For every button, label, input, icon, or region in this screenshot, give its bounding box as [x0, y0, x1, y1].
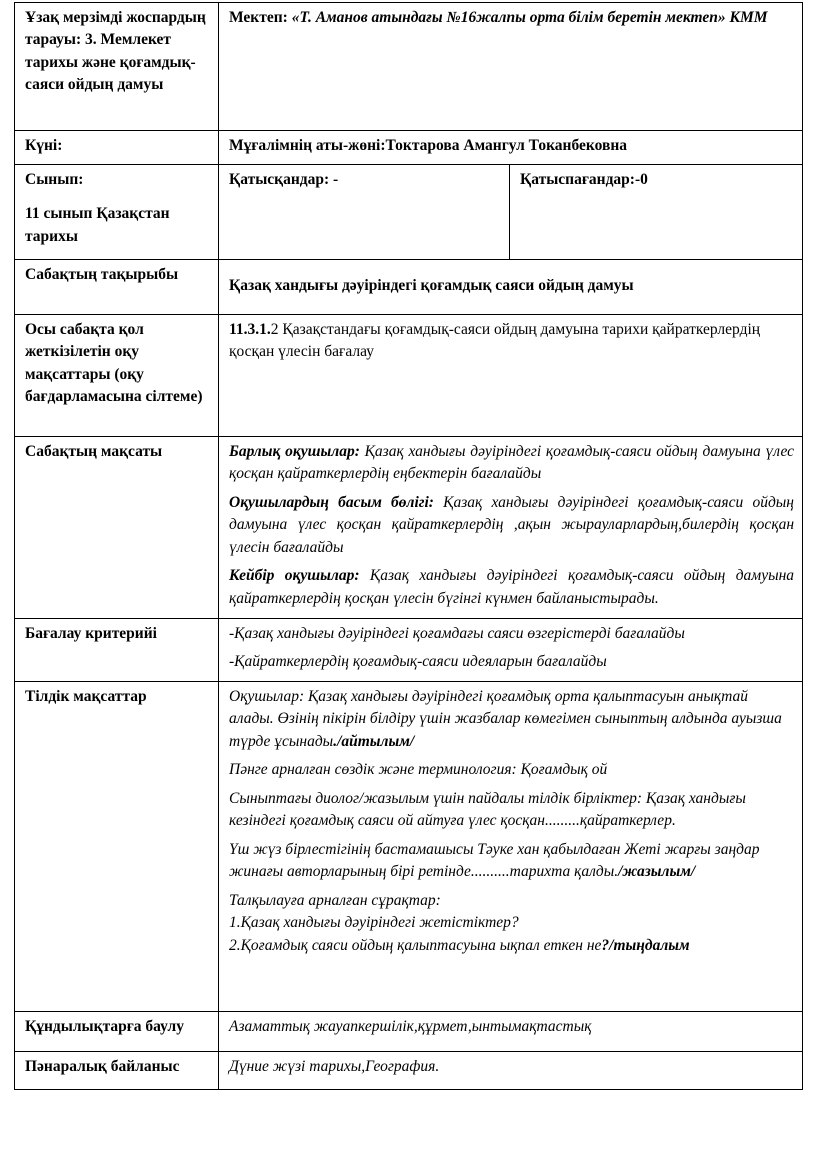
topic-label: Сабақтың тақырыбы: [15, 260, 219, 315]
aims-cell: [219, 437, 803, 619]
criteria-line-2: -Қайраткерлердің қоғамдық-саяси идеяларын бағалайды: [229, 653, 607, 671]
language-row: [15, 682, 803, 1012]
crossdisc-value: Дүние жүзі тарихы,География.: [219, 1052, 803, 1090]
criteria-row: [15, 619, 803, 682]
crossdisc-row: [15, 1052, 803, 1090]
aims-row: [15, 437, 803, 619]
language-p4: [229, 839, 794, 884]
language-cell: [219, 682, 803, 1012]
values-value: Азаматтық жауапкершілік,құрмет,ынтымақтастық: [219, 1012, 803, 1052]
school-name: «Т. Аманов атындағы №16жалпы орта білім беретін мектеп» КММ: [291, 9, 768, 26]
class-row: [15, 165, 803, 260]
values-label: Құндылықтарға баулу: [15, 1012, 219, 1052]
lesson-plan-table: [14, 2, 803, 1090]
class-label: Сынып:: [25, 171, 84, 188]
language-p5-head: Талқылауға арналған сұрақтар:: [229, 891, 441, 909]
aim-most-text: Қазақ хандығы дәуіріндегі қоғамдық-саяси ойдың дамуына үлес қосқан қайраткерлердің ,ақын жырауларлардың,билердің қосқан үлесін бағалайды: [229, 493, 795, 556]
crossdisc-label: Пәнаралық байланыс: [15, 1052, 219, 1090]
objective-text: Қазақстандағы қоғамдық-саяси ойдың дамуына тарихи қайраткерлердің қосқан үлесін бағалау: [229, 321, 761, 361]
present-count: Қатысқандар: -: [219, 165, 510, 260]
topic-value: Қазақ хандығы дәуіріндегі қоғамдық саяси ойдың дамуы: [219, 260, 803, 315]
aim-all-lead: Барлық оқушылар:: [229, 443, 360, 460]
aims-label: Сабақтың мақсаты: [15, 437, 219, 619]
aim-most: [229, 492, 794, 559]
language-q2-text: 2.Қоғамдық саяси ойдың қалыптасуына ықпал еткен не: [229, 936, 602, 954]
language-p4-text: Үш жүз бірлестігінің бастамашысы Тәуке хан қабылдаған Жеті жарғы заңдар жинағы авторларының бірі ретінде..........тарихта қалды.: [229, 840, 760, 881]
teacher-name: Мұғалімнің аты-жөні:Токтарова Амангул Токанбековна: [219, 131, 803, 165]
absent-count: Қатыспағандар:-0: [510, 165, 803, 260]
aim-some: [229, 565, 794, 610]
section-label-cell: [15, 3, 219, 131]
language-q2-tag: ?/тыңдалым: [601, 936, 690, 954]
criteria-line-1: -Қазақ хандығы дәуіріндегі қоғамдағы саяси өзгерістерді бағалайды: [229, 625, 685, 642]
aim-all: [229, 441, 794, 486]
class-cell: [15, 165, 219, 260]
date-label: Күні:: [15, 131, 219, 165]
date-row: [15, 131, 803, 165]
objectives-cell: [219, 315, 803, 437]
section-label: Ұзақ мерзімді жоспардың тарауы: 3. Мемлекет тарихы және қоғамдық-саяси ойдың дамуы: [25, 9, 206, 94]
language-label: Тілдік мақсаттар: [15, 682, 219, 1012]
aim-some-text: Қазақ хандығы дәуіріндегі қоғамдық-саяси ойдың дамуына қайраткерлердің қосқан үлесін бүгінгі күнмен байланыстырады.: [229, 567, 795, 607]
language-p3: Сыныптағы диолог/жазылым үшін пайдалы тілдік бірліктер: Қазақ хандығы кезіндегі қоғамдық саяси ой айтуға үлес қосқан.........қайраткерлер.: [229, 789, 746, 830]
aim-most-lead: Оқушылардың басым бөлігі:: [229, 493, 434, 511]
aim-all-text: Қазақ хандығы дәуіріндегі қоғамдық-саяси ойдың дамуына үлес қосқан қайраткерлердің еңбектерін бағалайды: [229, 443, 795, 483]
language-p1: [229, 686, 794, 753]
topic-row: [15, 260, 803, 315]
objectives-row: [15, 315, 803, 437]
language-p1-tag: ./айтылым/: [333, 732, 415, 750]
language-q1: 1.Қазақ хандығы дәуіріндегі жетістіктер?: [229, 914, 519, 932]
values-row: [15, 1012, 803, 1052]
criteria-label: Бағалау критерийі: [15, 619, 219, 682]
aim-some-lead: Кейбір оқушылар:: [229, 567, 360, 585]
school-prefix: Мектеп:: [229, 9, 292, 26]
objectives-label: Осы сабақта қол жеткізілетін оқу мақсаттары (оқу бағдарламасына сілтеме): [15, 315, 219, 437]
objective-code: 11.3.1.: [229, 321, 271, 338]
language-p4-tag: /жазылым/: [618, 863, 696, 881]
language-p1-text: Оқушылар: Қазақ хандығы дәуіріндегі қоғамдық орта қалыптасуын анықтай алады. Өзінің пікірін білдіру үшін жазбалар көмегімен сыныптың алдында ауызша түрде ұсынады: [229, 688, 782, 750]
language-p2: Пәнге арналған сөздік және терминология: Қоғамдық ой: [229, 761, 608, 779]
language-q2: [229, 935, 794, 957]
school-cell: [219, 3, 803, 131]
header-row: [15, 3, 803, 131]
criteria-cell: [219, 619, 803, 682]
objective-code-tail: 2: [270, 321, 279, 338]
class-value: 11 сынып Қазақстан тарихы: [25, 205, 170, 245]
